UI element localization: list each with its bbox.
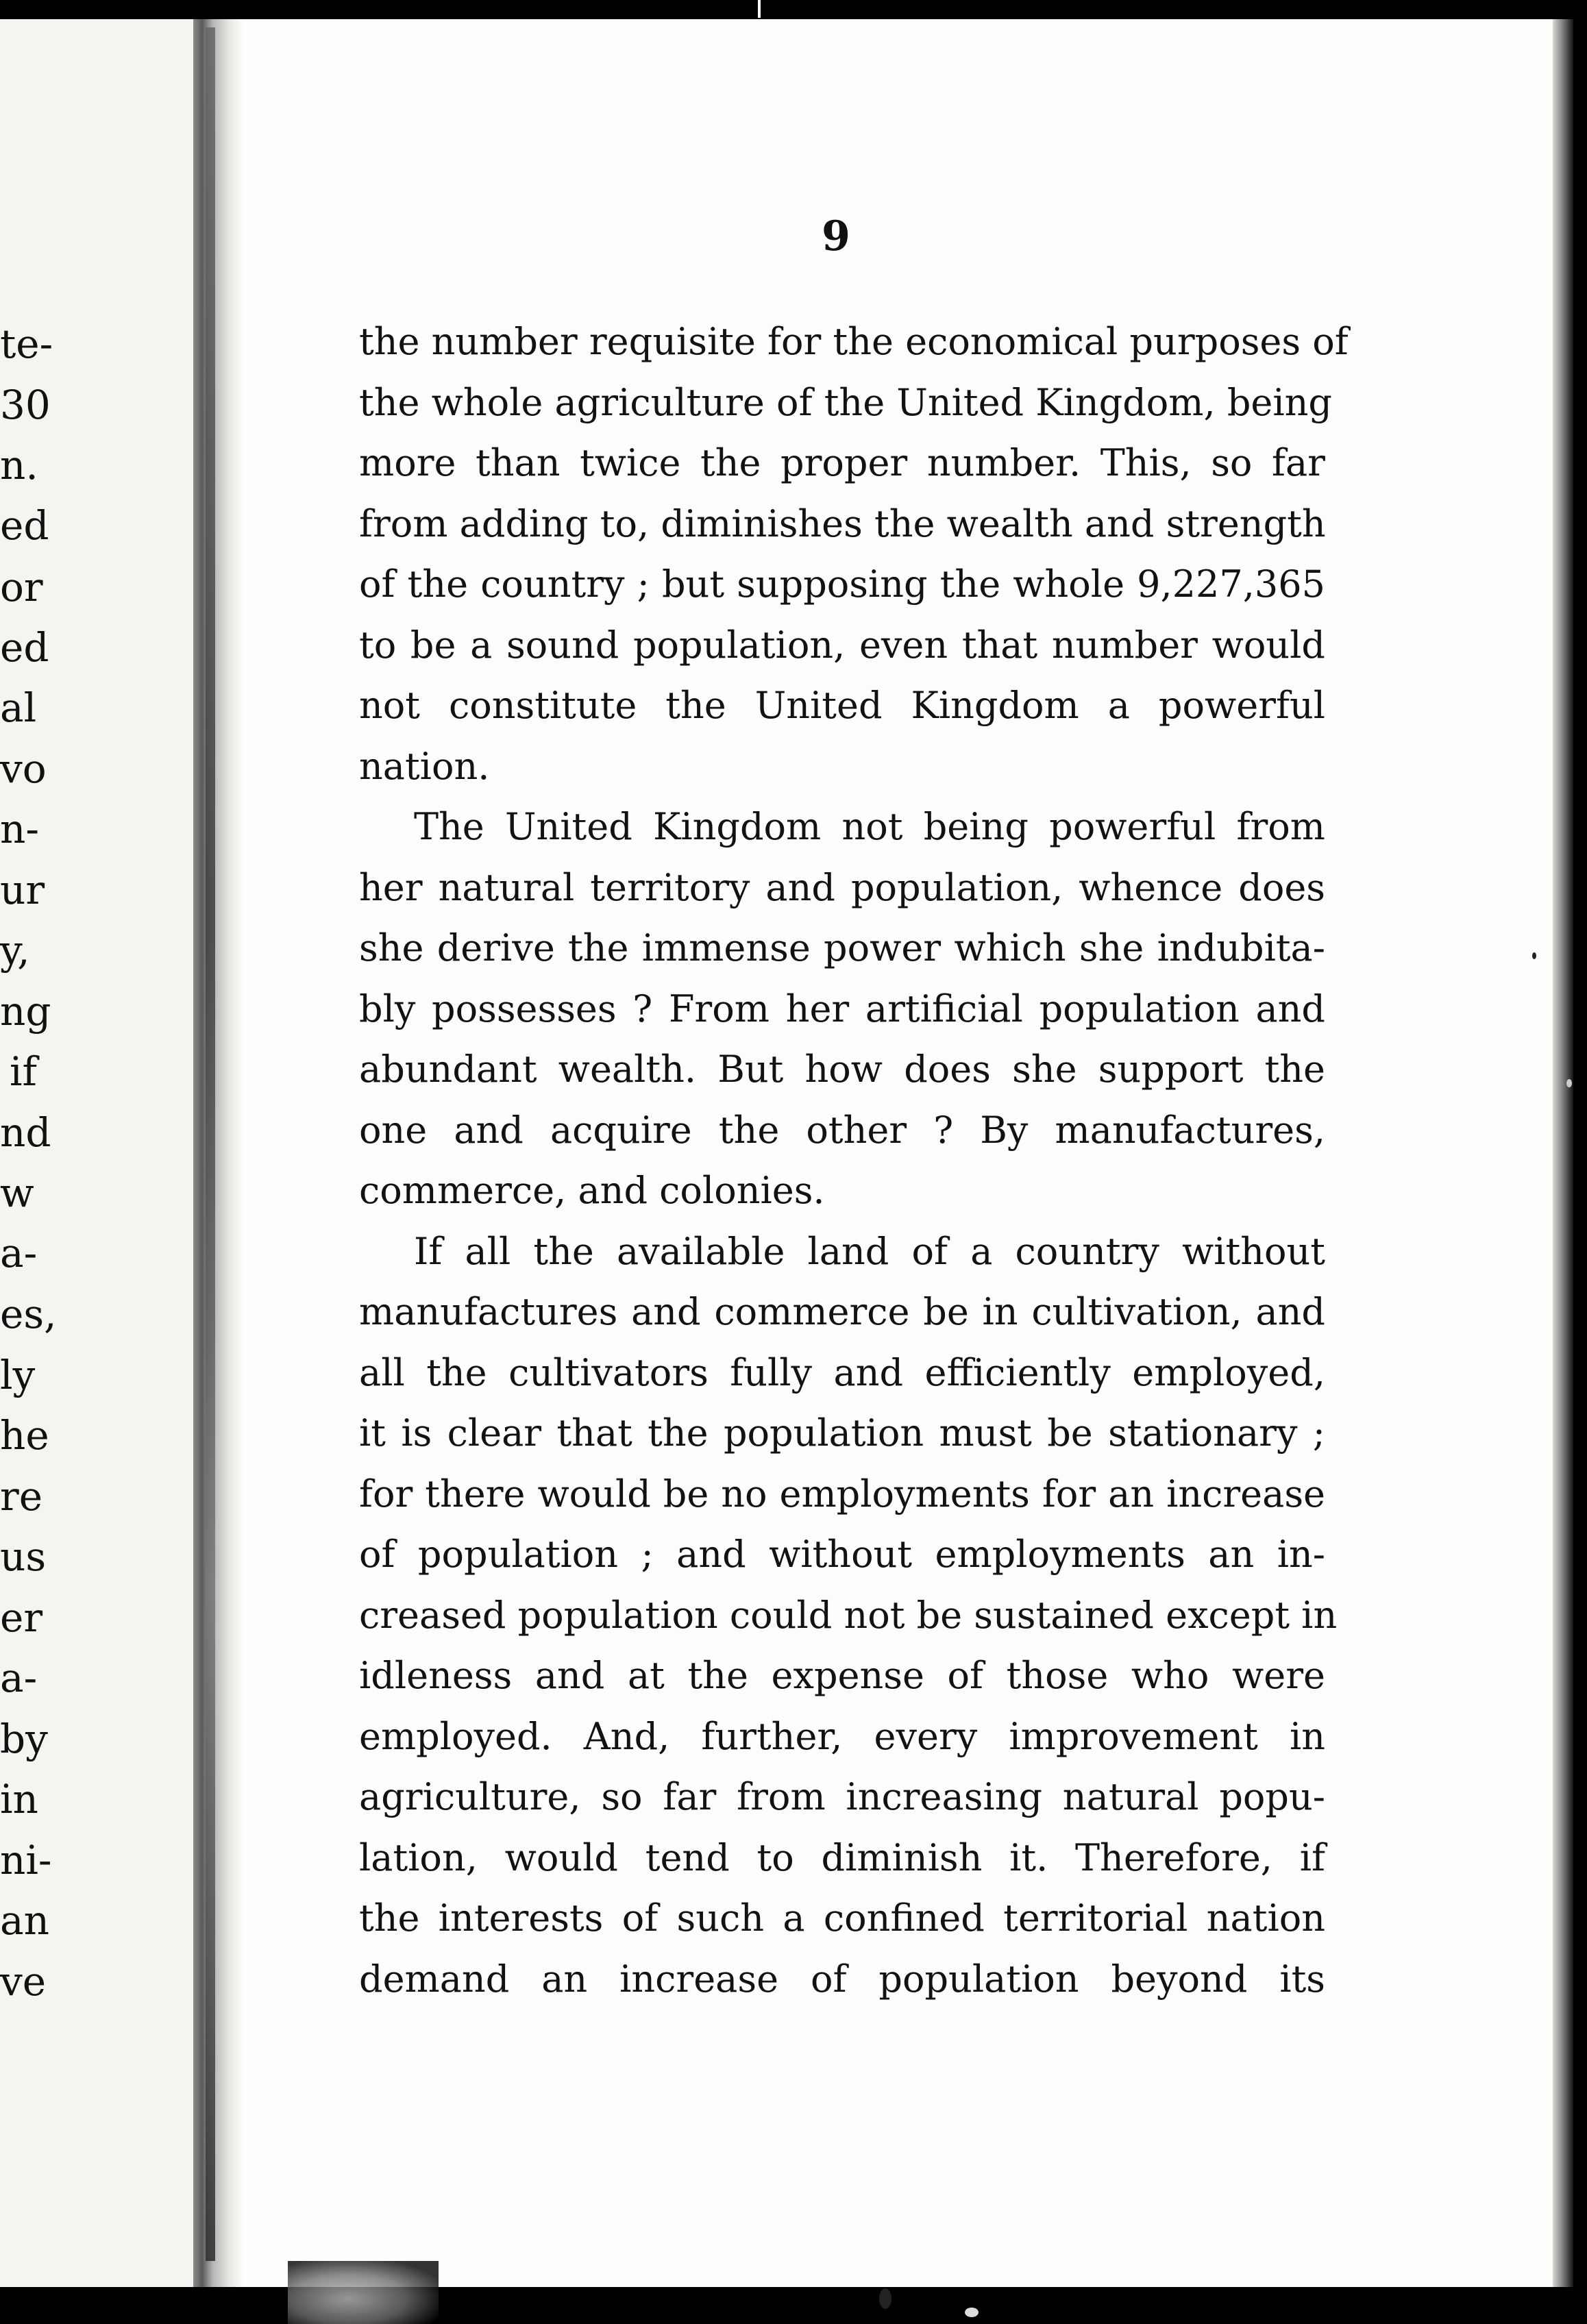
text-line: of population ; and without employments an in- [359,1533,1325,1576]
previous-page-line: he [0,1412,49,1459]
text-line: for there would be no employments for an increase [359,1472,1325,1516]
previous-page-line: nd [0,1109,51,1156]
text-line: nation. [359,744,490,788]
text-line: demand an increase of population beyond its [359,1957,1325,2001]
previous-page-line: ng [0,988,51,1035]
text-line: creased population could not be sustained except in [359,1593,1338,1637]
previous-page-line: al [0,684,37,731]
text-line: her natural territory and population, whence does [359,865,1325,909]
previous-page-line: us [0,1533,47,1580]
text-line: from adding to, diminishes the wealth and strength [359,502,1326,545]
previous-page-line: by [0,1716,48,1762]
scan-artifact [965,2308,979,2317]
previous-page-line: w [0,1170,34,1216]
text-line: it is clear that the population must be stationary ; [359,1411,1325,1455]
body-text [359,312,1349,2010]
page-number: 9 [822,212,850,260]
previous-page-line: re [0,1473,43,1520]
scan-artifact [879,2288,891,2309]
previous-page-line: ed [0,624,49,671]
text-line: she derive the immense power which she indubita- [359,926,1325,969]
previous-page-line: ed [0,502,49,549]
previous-page-line: ur [0,867,45,913]
text-line: The United Kingdom not being powerful from [414,805,1325,848]
text-line: employed. And, further, every improvement in [359,1714,1325,1758]
text-line: bly possesses ? From her artificial population and [359,987,1325,1030]
previous-page-line: y, [0,927,30,974]
scan-artifact [1532,952,1536,959]
text-line: manufactures and commerce be in cultivation, and [359,1290,1325,1333]
previous-page-line: n. [0,442,38,489]
book-gutter-shadow [193,19,243,2287]
scan-artifact [1566,1079,1572,1087]
previous-page-line: vo [0,745,47,792]
previous-page-line: ly [0,1352,36,1398]
book-spine-edge [206,27,215,2261]
text-line: one and acquire the other ? By manufactures, [359,1108,1325,1152]
text-line: If all the available land of a country without [414,1229,1325,1273]
text-line: abundant wealth. But how does she support the [359,1048,1325,1091]
previous-page-fragment [0,19,193,2287]
text-line: of the country ; but supposing the whole 9,227,365 [359,563,1325,606]
previous-page-line: or [0,564,43,610]
text-line: the interests of such a confined territorial nation [359,1896,1325,1940]
previous-page-line: te- [0,321,53,367]
previous-page-line: a- [0,1230,38,1276]
previous-page-line: ni- [0,1837,52,1883]
scan-artifact [758,0,761,18]
text-line: lation, would tend to diminish it. Therefore, if [359,1835,1325,1879]
previous-page-line: an [0,1897,49,1944]
previous-page-line: if [10,1048,38,1095]
previous-page-line: in [0,1776,38,1822]
text-line: commerce, and colonies. [359,1169,825,1212]
previous-page-line: a- [0,1655,38,1701]
previous-page-line: er [0,1594,43,1641]
text-line: more than twice the proper number. This, so far [359,441,1325,484]
page-right-edge [1553,19,1573,2287]
previous-page-line: n- [0,806,39,852]
text-line: all the cultivators fully and efficiently employed, [359,1350,1325,1394]
text-line: to be a sound population, even that number would [359,623,1325,667]
previous-page-line: es, [0,1291,57,1337]
text-line: idleness and at the expense of those who were [359,1654,1325,1697]
previous-page-line: 30 [0,382,51,428]
text-line: not constitute the United Kingdom a powerful [359,684,1325,727]
text-line: the number requisite for the economical purposes of [359,320,1349,363]
previous-page-line: ve [0,1958,47,2005]
scan-artifact [288,2261,439,2324]
text-line: the whole agriculture of the United Kingdom, being [359,380,1332,424]
text-line: agriculture, so far from increasing natural popu- [359,1775,1325,1818]
